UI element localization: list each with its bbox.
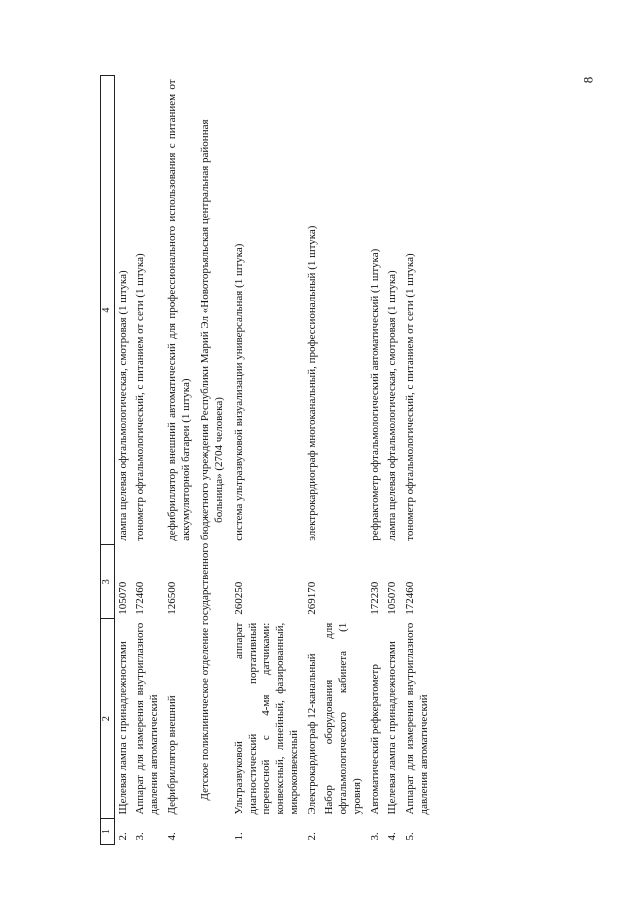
item-description: тонометр офтальмологический, с питанием от сети (1 штука) xyxy=(404,253,416,541)
section-title-row xyxy=(195,76,231,845)
item-description xyxy=(321,76,366,545)
row-number: 4. xyxy=(386,832,399,841)
equipment-table-sheet xyxy=(100,75,560,845)
table-row xyxy=(402,76,434,845)
item-description: лампа щелевая офтальмологическая, смотровая (1 штука) xyxy=(116,270,129,541)
row-number: 3. xyxy=(134,832,147,841)
item-code xyxy=(321,545,366,619)
item-description: электрокардиограф многоканальный, профессиональный (1 штука) xyxy=(305,225,318,541)
item-name: Автоматический рефкератометр xyxy=(368,664,381,815)
item-description: рефрактометр офтальмологический автоматический (1 штука) xyxy=(368,248,381,541)
page-number: 8 xyxy=(579,76,595,84)
item-description: система ультразвуковой визуализации универсальная (1 штука) xyxy=(232,243,245,541)
header-col-2: 2 xyxy=(101,619,115,819)
header-col-4: 4 xyxy=(101,76,115,545)
row-number: 5. xyxy=(404,832,416,841)
row-number: 1. xyxy=(232,832,245,841)
item-code: 172460 xyxy=(404,581,416,615)
table-row xyxy=(384,76,402,845)
item-code: 260250 xyxy=(232,581,245,615)
item-name: Ультразвуковой аппарат диагностический портативный переносной с 4-мя датчиками: конвексный, линейный, фазированный, микроконвексный xyxy=(232,622,300,815)
row-number xyxy=(321,819,366,845)
row-number: 3. xyxy=(368,832,381,841)
item-name: Аппарат для измерения внутриглазного давления автоматический xyxy=(134,622,160,815)
row-number: 2. xyxy=(116,832,129,841)
equipment-table xyxy=(100,75,434,845)
item-name: Набор оборудования для офтальмологического кабинета (1 уровня) xyxy=(323,622,363,815)
header-col-1: 1 xyxy=(101,819,115,845)
item-code: 126500 xyxy=(165,581,178,615)
table-row xyxy=(164,76,196,845)
item-code: 172230 xyxy=(368,581,381,615)
item-code: 105070 xyxy=(116,581,129,615)
section-title: Детское поликлиническое отделение государственного бюджетного учреждения Республики Марий Эл «Новоторъяльская центральная районная больница» (2704 человека) xyxy=(199,119,225,801)
table-row xyxy=(231,76,304,845)
item-code: 105070 xyxy=(386,581,399,615)
item-name: Щелевая лампа с принадлежностями xyxy=(116,641,129,815)
row-number: 4. xyxy=(165,832,178,841)
item-description: дефибриллятор внешний автоматический для профессионального использования с питанием от аккумуляторной батареи (1 штука) xyxy=(165,79,192,541)
item-name: Щелевая лампа с принадлежностями xyxy=(386,641,399,815)
table-row xyxy=(304,76,322,845)
item-description: лампа щелевая офтальмологическая, смотровая (1 штука) xyxy=(386,270,399,541)
table-row xyxy=(367,76,385,845)
header-row xyxy=(101,76,115,845)
item-name: Дефибриллятор внешний xyxy=(165,695,178,815)
table-row xyxy=(321,76,366,845)
item-name: Электрокардиограф 12-канальный xyxy=(305,653,318,815)
item-description: тонометр офтальмологический, с питанием от сети (1 штука) xyxy=(134,253,147,541)
table-row xyxy=(114,76,132,845)
item-name: Аппарат для измерения внутриглазного давления автоматический xyxy=(404,622,430,815)
item-code: 172460 xyxy=(134,581,147,615)
header-col-3: 3 xyxy=(101,545,115,619)
item-code: 269170 xyxy=(305,581,318,615)
table-row xyxy=(132,76,164,845)
row-number: 2. xyxy=(305,832,318,841)
